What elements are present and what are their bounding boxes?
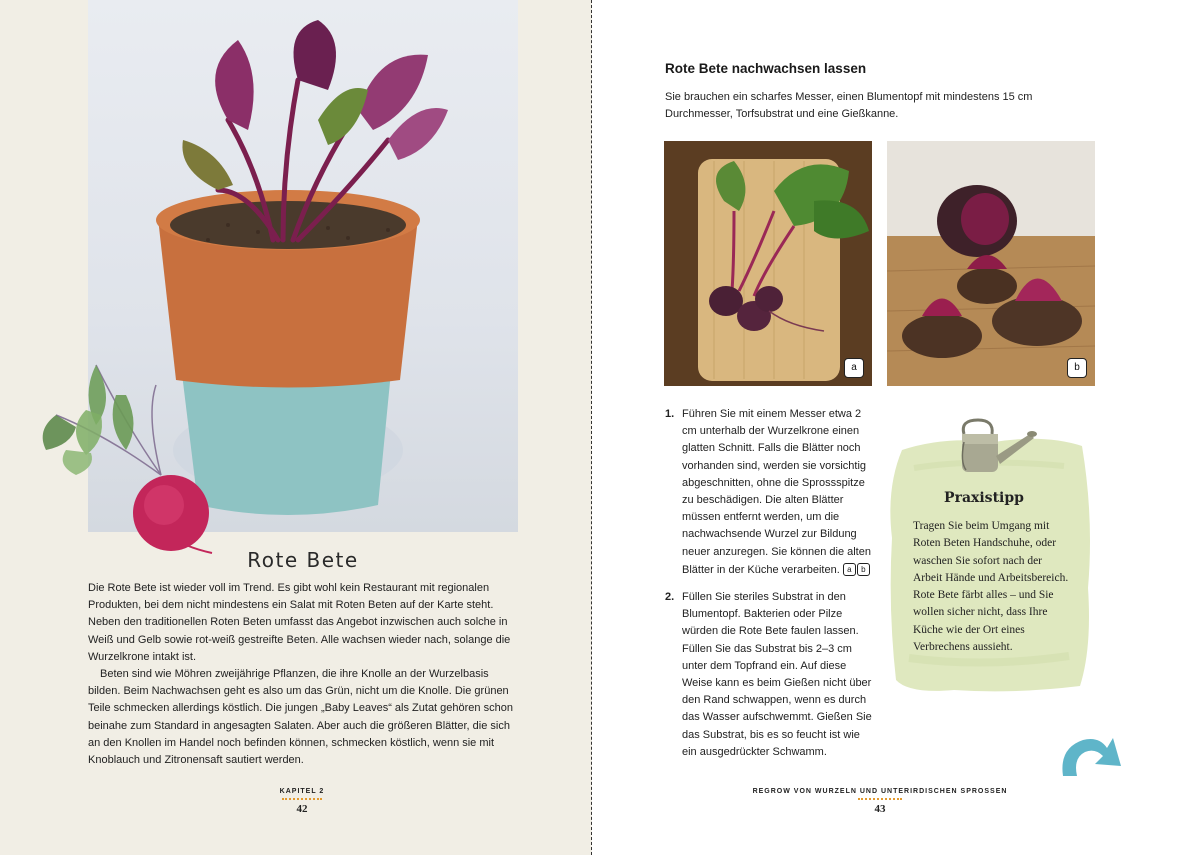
ref-badge-a: a [843,563,856,576]
beet-illustration [26,355,226,555]
photo-b-cut-beets [887,141,1095,386]
section-heading: Rote Bete nachwachsen lassen [665,61,867,76]
folio-dots [858,798,902,800]
photo-label-a: a [844,358,864,378]
page-spine [591,0,592,855]
chapter-title: Rote Bete [247,548,359,572]
step-item [665,589,875,761]
tip-title: Praxistipp [944,490,1024,506]
steps-list [665,406,875,771]
page-number: 43 [874,803,886,815]
step-number: 2. [665,591,675,604]
photo-refs [843,562,871,579]
ref-badge-b: b [857,563,870,576]
left-body-text [88,580,520,769]
tip-text: Tragen Sie beim Umgang mit Roten Beten Handschuhe, oder waschen Sie sofort nach der Arbeit Hände und Arbeitsbereich. Rote Bete färbt alles – und Sie wollen sicher nicht, dass Ihre Küche wie der Ort eines Verbrechens aussieht. [913,520,1069,654]
step-item [665,406,875,579]
step-text: Füllen Sie steriles Substrat in den Blumentopf. Bakterien oder Pilze würden die Rote Bete faulen lassen. Füllen Sie das Substrat bis 2–3 cm unter dem Topfrand ein. Auf diese Weise kann es beim Gießen nicht über den Rand schwappen, wenn es durch das Wasser aufschwemmt. Gießen Sie das Substrat, bis es so feucht ist wie ein ausgedrückter Schwamm. [682,591,872,758]
chapter-running-title: REGROW VON WURZELN UND UNTERIRDISCHEN SPROSSEN [752,788,1008,795]
page-number: 42 [296,803,308,815]
watering-can-icon [950,412,1040,477]
folio-dots [282,798,322,800]
chapter-label: KAPITEL 2 [279,788,325,795]
right-folio [740,788,1020,815]
photo-label-b: b [1067,358,1087,378]
step-text: Führen Sie mit einem Messer etwa 2 cm unterhalb der Wurzelkrone einen glatten Schnitt. Falls die Blätter noch vorhanden sind, werden sie vorsichtig abgeschnitten, ohne die Sprossspitze zu beschädigen. Die alten Blätter müssen entfernt werden, um die nachwachsende Wurzel zur Bildung neuer anzuregen. Sie können die alten Blätter in der Küche verarbeiten. [682,408,871,576]
paragraph: Die Rote Bete ist wieder voll im Trend. Es gibt wohl kein Restaurant mit regionalen Produkten, bei dem nicht mindestens ein Salat mit Roten Beten auf der Karte steht. Neben den traditionellen Roten Beten umfasst das Angebot inzwischen auch solche in Weiß und Gelb sowie rot-weiß gestreifte Beten. Alle wachsen wieder nach, solange die Wurzelkrone intakt ist. [88,582,511,663]
paragraph: Beten sind wie Möhren zweijährige Pflanzen, die ihre Knolle an der Wurzelbasis bilden. Beim Nachwachsen geht es also um das Grün, nicht um die Knolle. Die grünen Teile schmecken allerdings köstlich. Die jungen „Baby Leaves“ als Zutat gehören schon beinahe zum Standard in angesagten Salaten. Aber auch die größeren Blätter, die sich an den Knollen im Handel noch befinden können, schmecken köstlich, wenn sie mit Knoblauch und Zitronensaft sautiert werden. [88,668,513,767]
step-number: 1. [665,408,675,420]
intro-text: Sie brauchen ein scharfes Messer, einen Blumentopf mit mindestens 15 cm Durchmesser, Torfsubstrat und eine Gießkanne. [665,91,1033,120]
turn-arrow-icon [1055,728,1125,780]
left-folio [270,788,334,815]
photo-a-cutting-board [664,141,872,386]
